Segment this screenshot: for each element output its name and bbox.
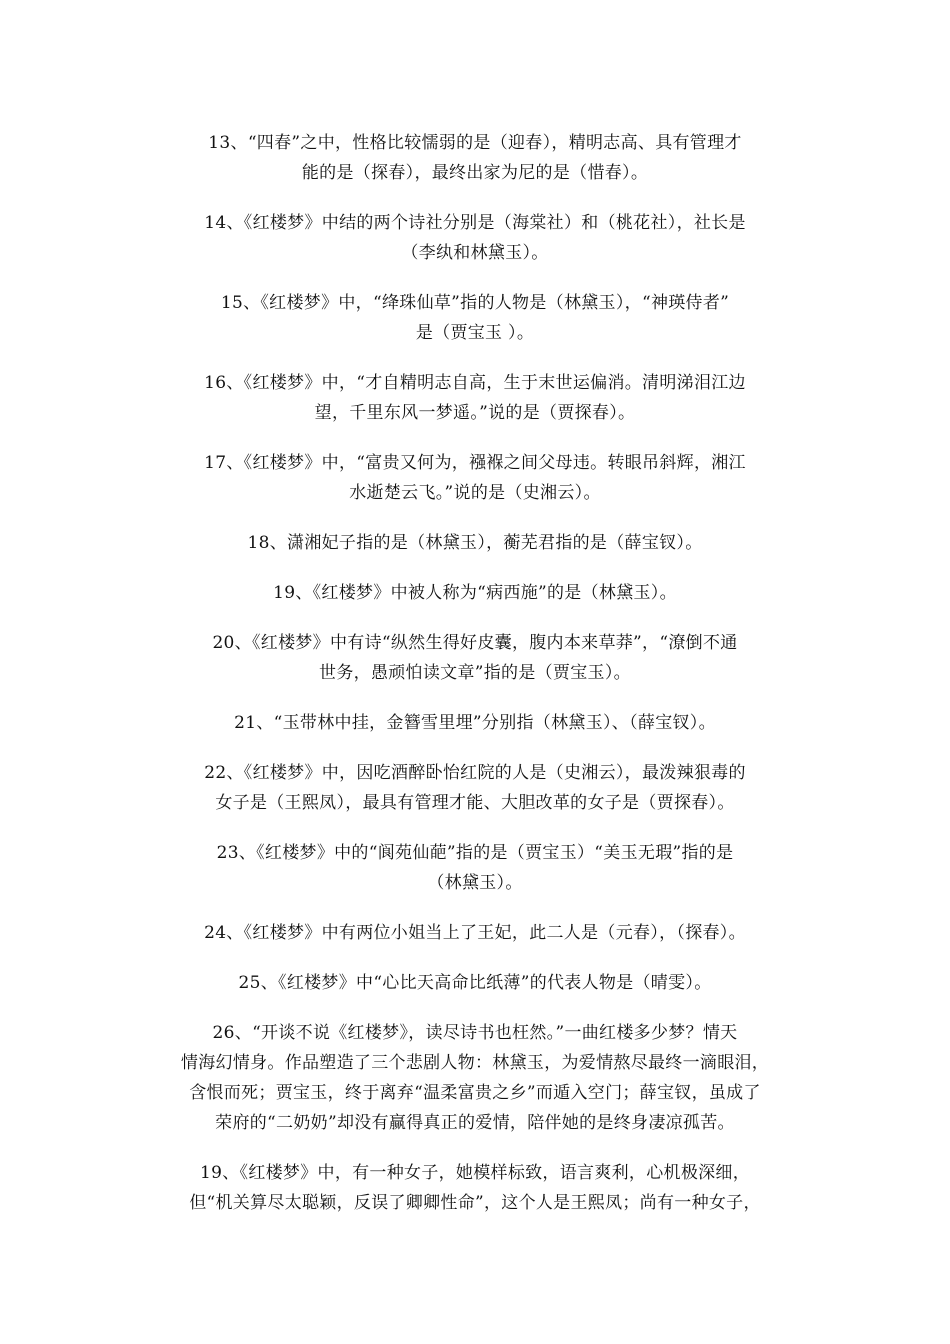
- paragraph-13: [145, 128, 805, 188]
- paragraph-20: [145, 628, 805, 688]
- paragraph-17: [145, 448, 805, 508]
- paragraph-25: [145, 968, 805, 998]
- paragraph-22: [145, 758, 805, 818]
- paragraph-18: [145, 528, 805, 558]
- paragraph-line: 13、“四春”之中，性格比较懦弱的是（迎春），精明志高、具有管理才: [208, 133, 742, 153]
- paragraph-23: [145, 838, 805, 898]
- paragraph-line: 26、“开谈不说《红楼梦》，读尽诗书也枉然。”一曲红楼多少梦？情天: [212, 1023, 738, 1043]
- paragraph-14: [145, 208, 805, 268]
- paragraph-line: 20、《红楼梦》中有诗“纵然生得好皮囊，腹内本来草莽”，“潦倒不通: [212, 633, 738, 653]
- document-body: [145, 128, 805, 1238]
- paragraph-19: [145, 578, 805, 608]
- paragraph-16: [145, 368, 805, 428]
- paragraph-line: 但“机关算尽太聪颖，反误了卿卿性命”，这个人是王熙凤；尚有一种女子，: [189, 1193, 761, 1213]
- paragraph-line: 是（贾宝玉 ）。: [415, 323, 535, 343]
- paragraph-line: （林黛玉）。: [427, 873, 523, 893]
- paragraph-line: 21、“玉带林中挂，金簪雪里埋”分别指（林黛玉）、（薛宝钗）。: [234, 713, 716, 733]
- paragraph-line: 17、《红楼梦》中，“富贵又何为，襁褓之间父母违。转眼吊斜辉，湘江: [204, 453, 746, 473]
- paragraph-line: 23、《红楼梦》中的“阆苑仙葩”指的是（贾宝玉）“美玉无瑕”指的是: [216, 843, 734, 863]
- paragraph-line: 22、《红楼梦》中，因吃酒醉卧怡红院的人是（史湘云），最泼辣狠毒的: [204, 763, 746, 783]
- paragraph-line: 世务，愚顽怕读文章”指的是（贾宝玉）。: [319, 663, 631, 683]
- paragraph-line: 14、《红楼梦》中结的两个诗社分别是（海棠社）和（桃花社），社长是: [204, 213, 746, 233]
- paragraph-24: [145, 918, 805, 948]
- paragraph-line: 19、《红楼梦》中，有一种女子，她模样标致，语言爽利，心机极深细，: [199, 1163, 751, 1183]
- paragraph-line: 水逝楚云飞。”说的是（史湘云）。: [349, 483, 601, 503]
- paragraph-line: 含恨而死；贾宝玉，终于离弃“温柔富贵之乡”而遁入空门；薛宝钗，虽成了: [189, 1083, 761, 1103]
- paragraph-line: 18、潇湘妃子指的是（林黛玉），蘅芜君指的是（薛宝钗）。: [247, 533, 703, 553]
- paragraph-19-second: [145, 1158, 805, 1218]
- paragraph-line: 25、《红楼梦》中“心比天高命比纸薄”的代表人物是（晴雯）。: [238, 973, 712, 993]
- paragraph-line: （李纨和林黛玉）。: [401, 243, 549, 263]
- paragraph-26: [145, 1018, 805, 1138]
- paragraph-line: 15、《红楼梦》中，“绛珠仙草”指的人物是（林黛玉），“神瑛侍者”: [220, 293, 730, 313]
- paragraph-line: 望，千里东风一梦遥。”说的是（贾探春）。: [314, 403, 636, 423]
- paragraph-line: 能的是（探春），最终出家为尼的是（惜春）。: [301, 163, 649, 183]
- paragraph-15: [145, 288, 805, 348]
- paragraph-line: 荣府的“二奶奶”却没有赢得真正的爱情，陪伴她的是终身凄凉孤苦。: [215, 1113, 735, 1133]
- paragraph-line: 24、《红楼梦》中有两位小姐当上了王妃，此二人是（元春），（探春）。: [204, 923, 746, 943]
- paragraph-21: [145, 708, 805, 738]
- paragraph-line: 情海幻情身。作品塑造了三个悲剧人物：林黛玉，为爱情熬尽最终一滴眼泪，: [180, 1053, 770, 1073]
- paragraph-line: 16、《红楼梦》中，“才自精明志自高，生于末世运偏消。清明涕泪江边: [204, 373, 746, 393]
- paragraph-line: 女子是（王熙凤），最具有管理才能、大胆改革的女子是（贾探春）。: [215, 793, 735, 813]
- paragraph-line: 19、《红楼梦》中被人称为“病西施”的是（林黛玉）。: [273, 583, 677, 603]
